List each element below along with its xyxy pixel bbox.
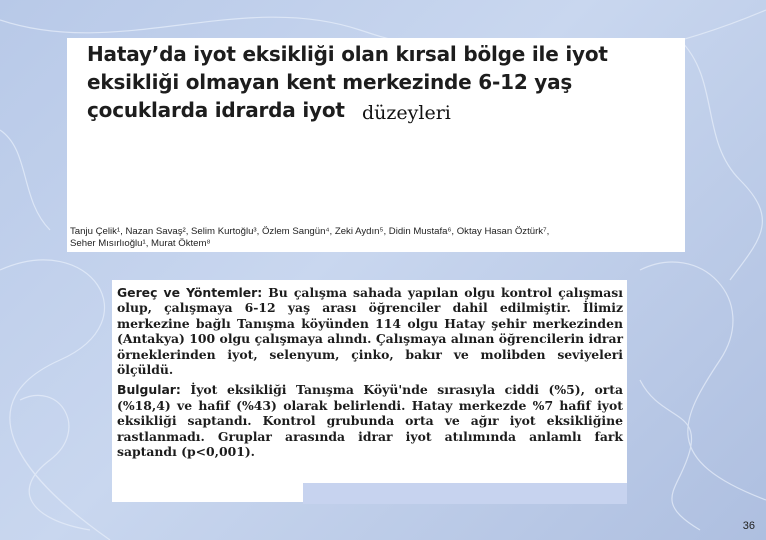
results-label: Bulgular: <box>117 382 181 398</box>
page-number: 36 <box>742 520 755 532</box>
abstract-text <box>117 285 623 464</box>
title-tail: düzeyleri <box>359 102 454 124</box>
title-line-1: Hatay’da iyot eksikliği olan kırsal bölge ile iyot <box>87 42 608 66</box>
title-line-3: çocuklarda idrarda iyot <box>87 98 345 122</box>
cover-strip <box>303 483 627 504</box>
results-text: İyot eksikliği Tanışma Köyü'nde sırasıyla ciddi (%5), orta (%18,4) ve hafif (%43) olarak belirlendi. Hatay merkezde %7 hafif iyot eksikliği saptandı. Kontrol grubunda orta ve ağır iyot eksikliğine rastlanmadı. Gruplar arasında idrar iyot atılımında anlamlı fark saptandı (p<0,001). <box>117 382 623 460</box>
methods-label: Gereç ve Yöntemler: <box>117 285 263 300</box>
title-line-2: eksikliği olmayan kent merkezinde 6-12 yaş <box>87 70 573 94</box>
authors-line-1: Tanju Çelik¹, Nazan Savaş², Selim Kurtoğlu³, Özlem Sangün⁴, Zeki Aydın⁵, Didin Mustafa⁶, Oktay Hasan Öztürk⁷, <box>70 226 550 237</box>
author-list <box>70 226 682 250</box>
abstract-card <box>112 280 627 502</box>
methods-text: Bu çalışma sahada yapılan olgu kontrol çalışması olup, çalışmaya 6-12 yaş arası öğrenciler dahil edilmiştir. İlimiz merkezine bağlı Tanışma köyünden 114 olgu Hatay şehir merkezinden (Antakya) 100 olgu çalışmaya alındı. Çalışmaya alınan öğrencilerin idrar örneklerinden iyot, selenyum, çinko, bakır ve molibden seviyeleri ölçüldü. <box>117 285 623 378</box>
authors-line-2: Seher Mısırlıoğlu¹, Murat Öktem⁸ <box>70 238 211 249</box>
title-card <box>67 38 685 252</box>
methods-paragraph <box>117 285 623 377</box>
results-paragraph <box>117 382 623 459</box>
